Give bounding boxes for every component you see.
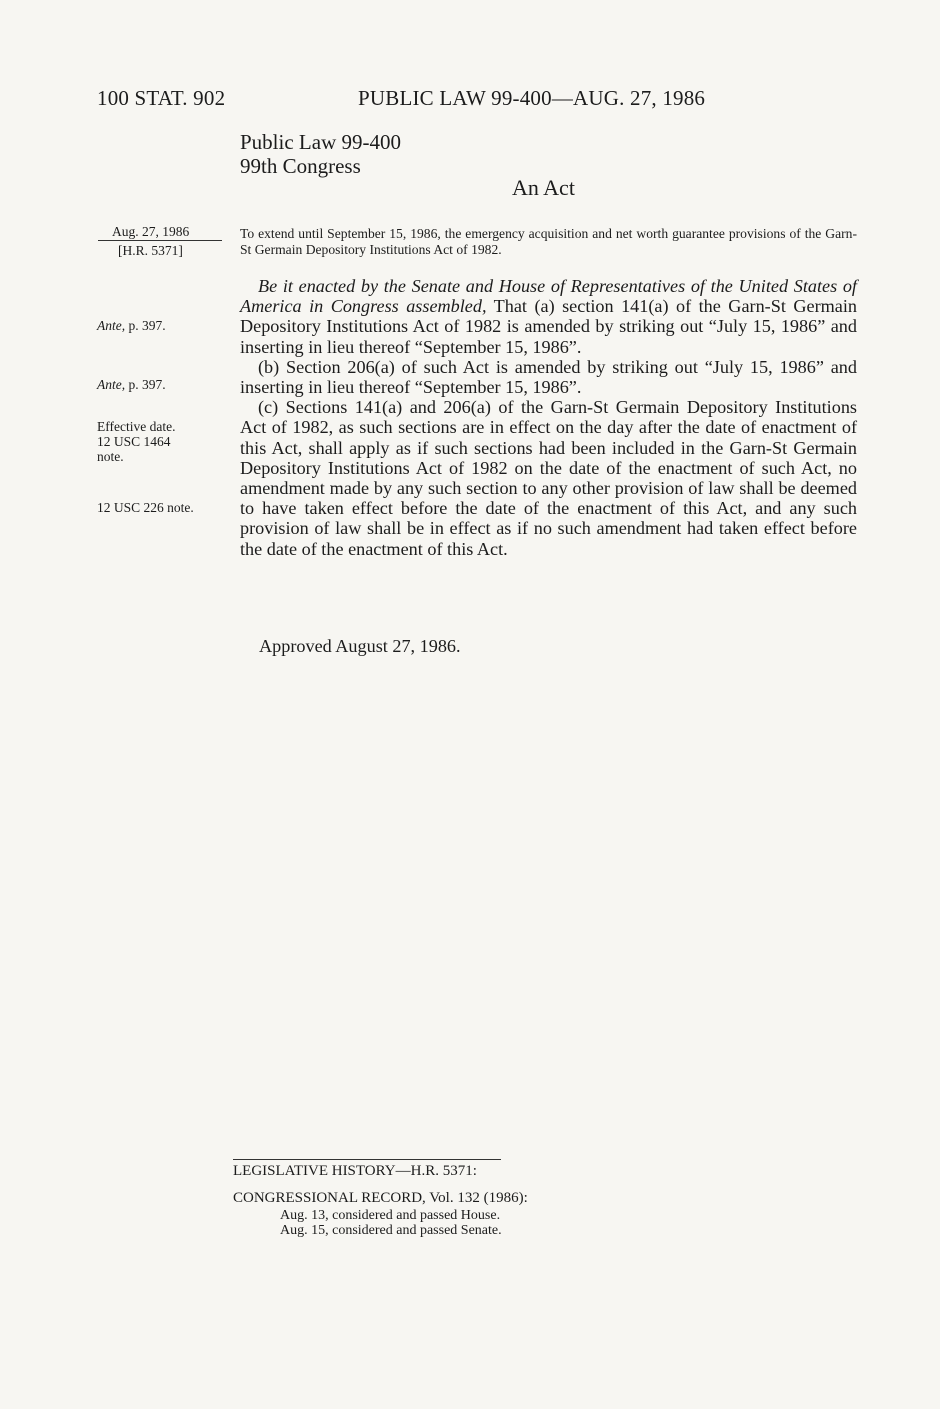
margin-note-effective-date <box>97 419 227 464</box>
margin-note-ante-1 <box>97 318 227 333</box>
enacting-clause: Be it enacted by the Senate and House of Representatives of the United States of America in Congress assembled, <box>240 276 857 317</box>
section-a-paragraph <box>240 276 857 357</box>
history-entry: Aug. 15, considered and passed Senate. <box>280 1223 502 1238</box>
stat-page-number: 100 STAT. 902 <box>97 86 226 110</box>
ante-italic: Ante, <box>97 377 126 392</box>
legislative-history-divider <box>233 1159 501 1160</box>
purpose-statement: To extend until September 15, 1986, the emergency acquisition and net worth guarantee provisions of the Garn-St Germain Depository Institutions Act of 1982. <box>240 226 857 257</box>
congressional-record: CONGRESSIONAL RECORD, Vol. 132 (1986): <box>233 1190 528 1206</box>
running-header: PUBLIC LAW 99-400—AUG. 27, 1986 <box>358 86 706 110</box>
approval-date: Approved August 27, 1986. <box>259 636 461 656</box>
usc-1464-citation: 12 USC 1464 <box>97 434 171 449</box>
margin-note-bill: [H.R. 5371] <box>118 243 183 258</box>
section-c-paragraph: (c) Sections 141(a) and 206(a) of the Garn-St Germain Depository Institutions Act of 1982, as such sections are in effect on the day after the date of enactment of this Act, shall apply as if such sections had been included in the Garn-St Germain Depository Institutions Act of 1982 on the date of the enactment of such Act, no amendment made by any such section to any other provision of law shall be deemed to have taken effect before the date of the enactment of this Act, and any such provision of law shall be in effect as if no such amendment had taken effect before the date of the enactment of this Act. <box>240 397 857 559</box>
effective-date-label: Effective date. <box>97 419 176 434</box>
usc-1464-note: note. <box>97 449 124 464</box>
section-b-paragraph: (b) Section 206(a) of such Act is amended by striking out “July 15, 1986” and inserting in lieu thereof “September 15, 1986”. <box>240 356 857 398</box>
legislative-history-title: LEGISLATIVE HISTORY—H.R. 5371: <box>233 1163 477 1179</box>
ante-page: p. 397. <box>128 318 166 333</box>
margin-note-date: Aug. 27, 1986 <box>112 224 190 239</box>
margin-note-usc-226: 12 USC 226 note. <box>97 500 194 515</box>
ante-italic: Ante, <box>97 318 126 333</box>
congress-number: 99th Congress <box>240 154 361 178</box>
an-act-heading: An Act <box>512 175 575 200</box>
margin-divider <box>98 240 222 241</box>
ante-page: p. 397. <box>128 377 166 392</box>
history-entry: Aug. 13, considered and passed House. <box>280 1208 501 1223</box>
act-body <box>240 276 857 559</box>
section-a-text: That (a) section 141(a) of the Garn-St Germain Depository Institutions Act of 1982 is amended by striking out “July 15, 1986” and inserting in lieu thereof “September 15, 1986”. <box>240 296 857 357</box>
law-number: Public Law 99-400 <box>240 130 401 154</box>
margin-note-ante-2 <box>97 377 227 392</box>
